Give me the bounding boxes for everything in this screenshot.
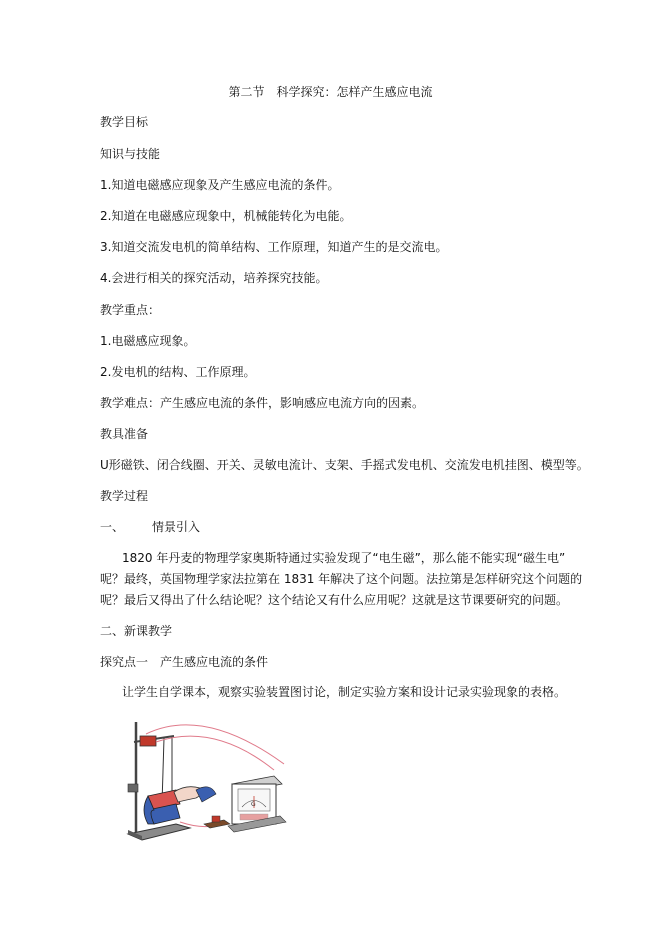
clamp-top bbox=[140, 736, 156, 746]
switch-knob bbox=[212, 816, 220, 822]
key-item-2: 2.发电机的结构、工作原理。 bbox=[100, 365, 256, 379]
meter-label: G bbox=[251, 801, 256, 808]
intro-line-3: 呢？最后又得出了什么结论呢？这个结论又有什么应用呢？这就是这节课要研究的问题。 bbox=[100, 593, 569, 607]
explore1-heading: 探究点一 产生感应电流的条件 bbox=[100, 655, 269, 669]
tools-heading: 教具准备 bbox=[100, 427, 149, 441]
part2-heading: 二、新课教学 bbox=[100, 624, 173, 638]
part1-title: 情景引入 bbox=[152, 520, 201, 534]
difficulty-line: 教学难点：产生感应电流的条件，影响感应电流方向的因素。 bbox=[100, 396, 425, 410]
experiment-apparatus-figure bbox=[124, 712, 294, 842]
key-item-1: 1.电磁感应现象。 bbox=[100, 334, 196, 348]
part1-number: 一、 bbox=[100, 520, 125, 534]
goal-item-4: 4.会进行相关的探究活动，培养探究技能。 bbox=[100, 271, 328, 285]
process-heading: 教学过程 bbox=[100, 489, 149, 503]
part1-heading bbox=[100, 519, 200, 535]
wire-top bbox=[146, 725, 284, 764]
page-title: 第二节 科学探究：怎样产生感应电流 bbox=[228, 85, 433, 99]
intro-line-1: 1820 年丹麦的物理学家奥斯特通过实验发现了“电生磁”，那么能不能实现“磁生电” bbox=[122, 551, 566, 565]
apparatus-illustration bbox=[124, 712, 294, 842]
goal-item-3: 3.知道交流发电机的简单结构、工作原理，知道产生的是交流电。 bbox=[100, 240, 448, 254]
clamp-lower bbox=[128, 784, 138, 792]
wire-top-2 bbox=[156, 736, 274, 770]
intro-line-2: 呢？最终，英国物理学家法拉第在 1831 年解决了这个问题。法拉第是怎样研究这个问题的 bbox=[100, 572, 583, 586]
sleeve bbox=[196, 787, 216, 802]
explore1-text: 让学生自学课本，观察实验装置图讨论，制定实验方案和设计记录实验现象的表格。 bbox=[122, 685, 567, 699]
goal-item-2: 2.知道在电磁感应现象中，机械能转化为电能。 bbox=[100, 209, 352, 223]
goal-heading: 教学目标 bbox=[100, 115, 149, 129]
hand-holding-conductor bbox=[174, 787, 201, 802]
knowledge-heading: 知识与技能 bbox=[100, 147, 161, 161]
key-heading: 教学重点： bbox=[100, 303, 161, 317]
goal-item-1: 1.知道电磁感应现象及产生感应电流的条件。 bbox=[100, 178, 340, 192]
tools-line: U形磁铁、闭合线圈、开关、灵敏电流计、支架、手摇式发电机、交流发电机挂图、模型等。 bbox=[100, 458, 589, 472]
